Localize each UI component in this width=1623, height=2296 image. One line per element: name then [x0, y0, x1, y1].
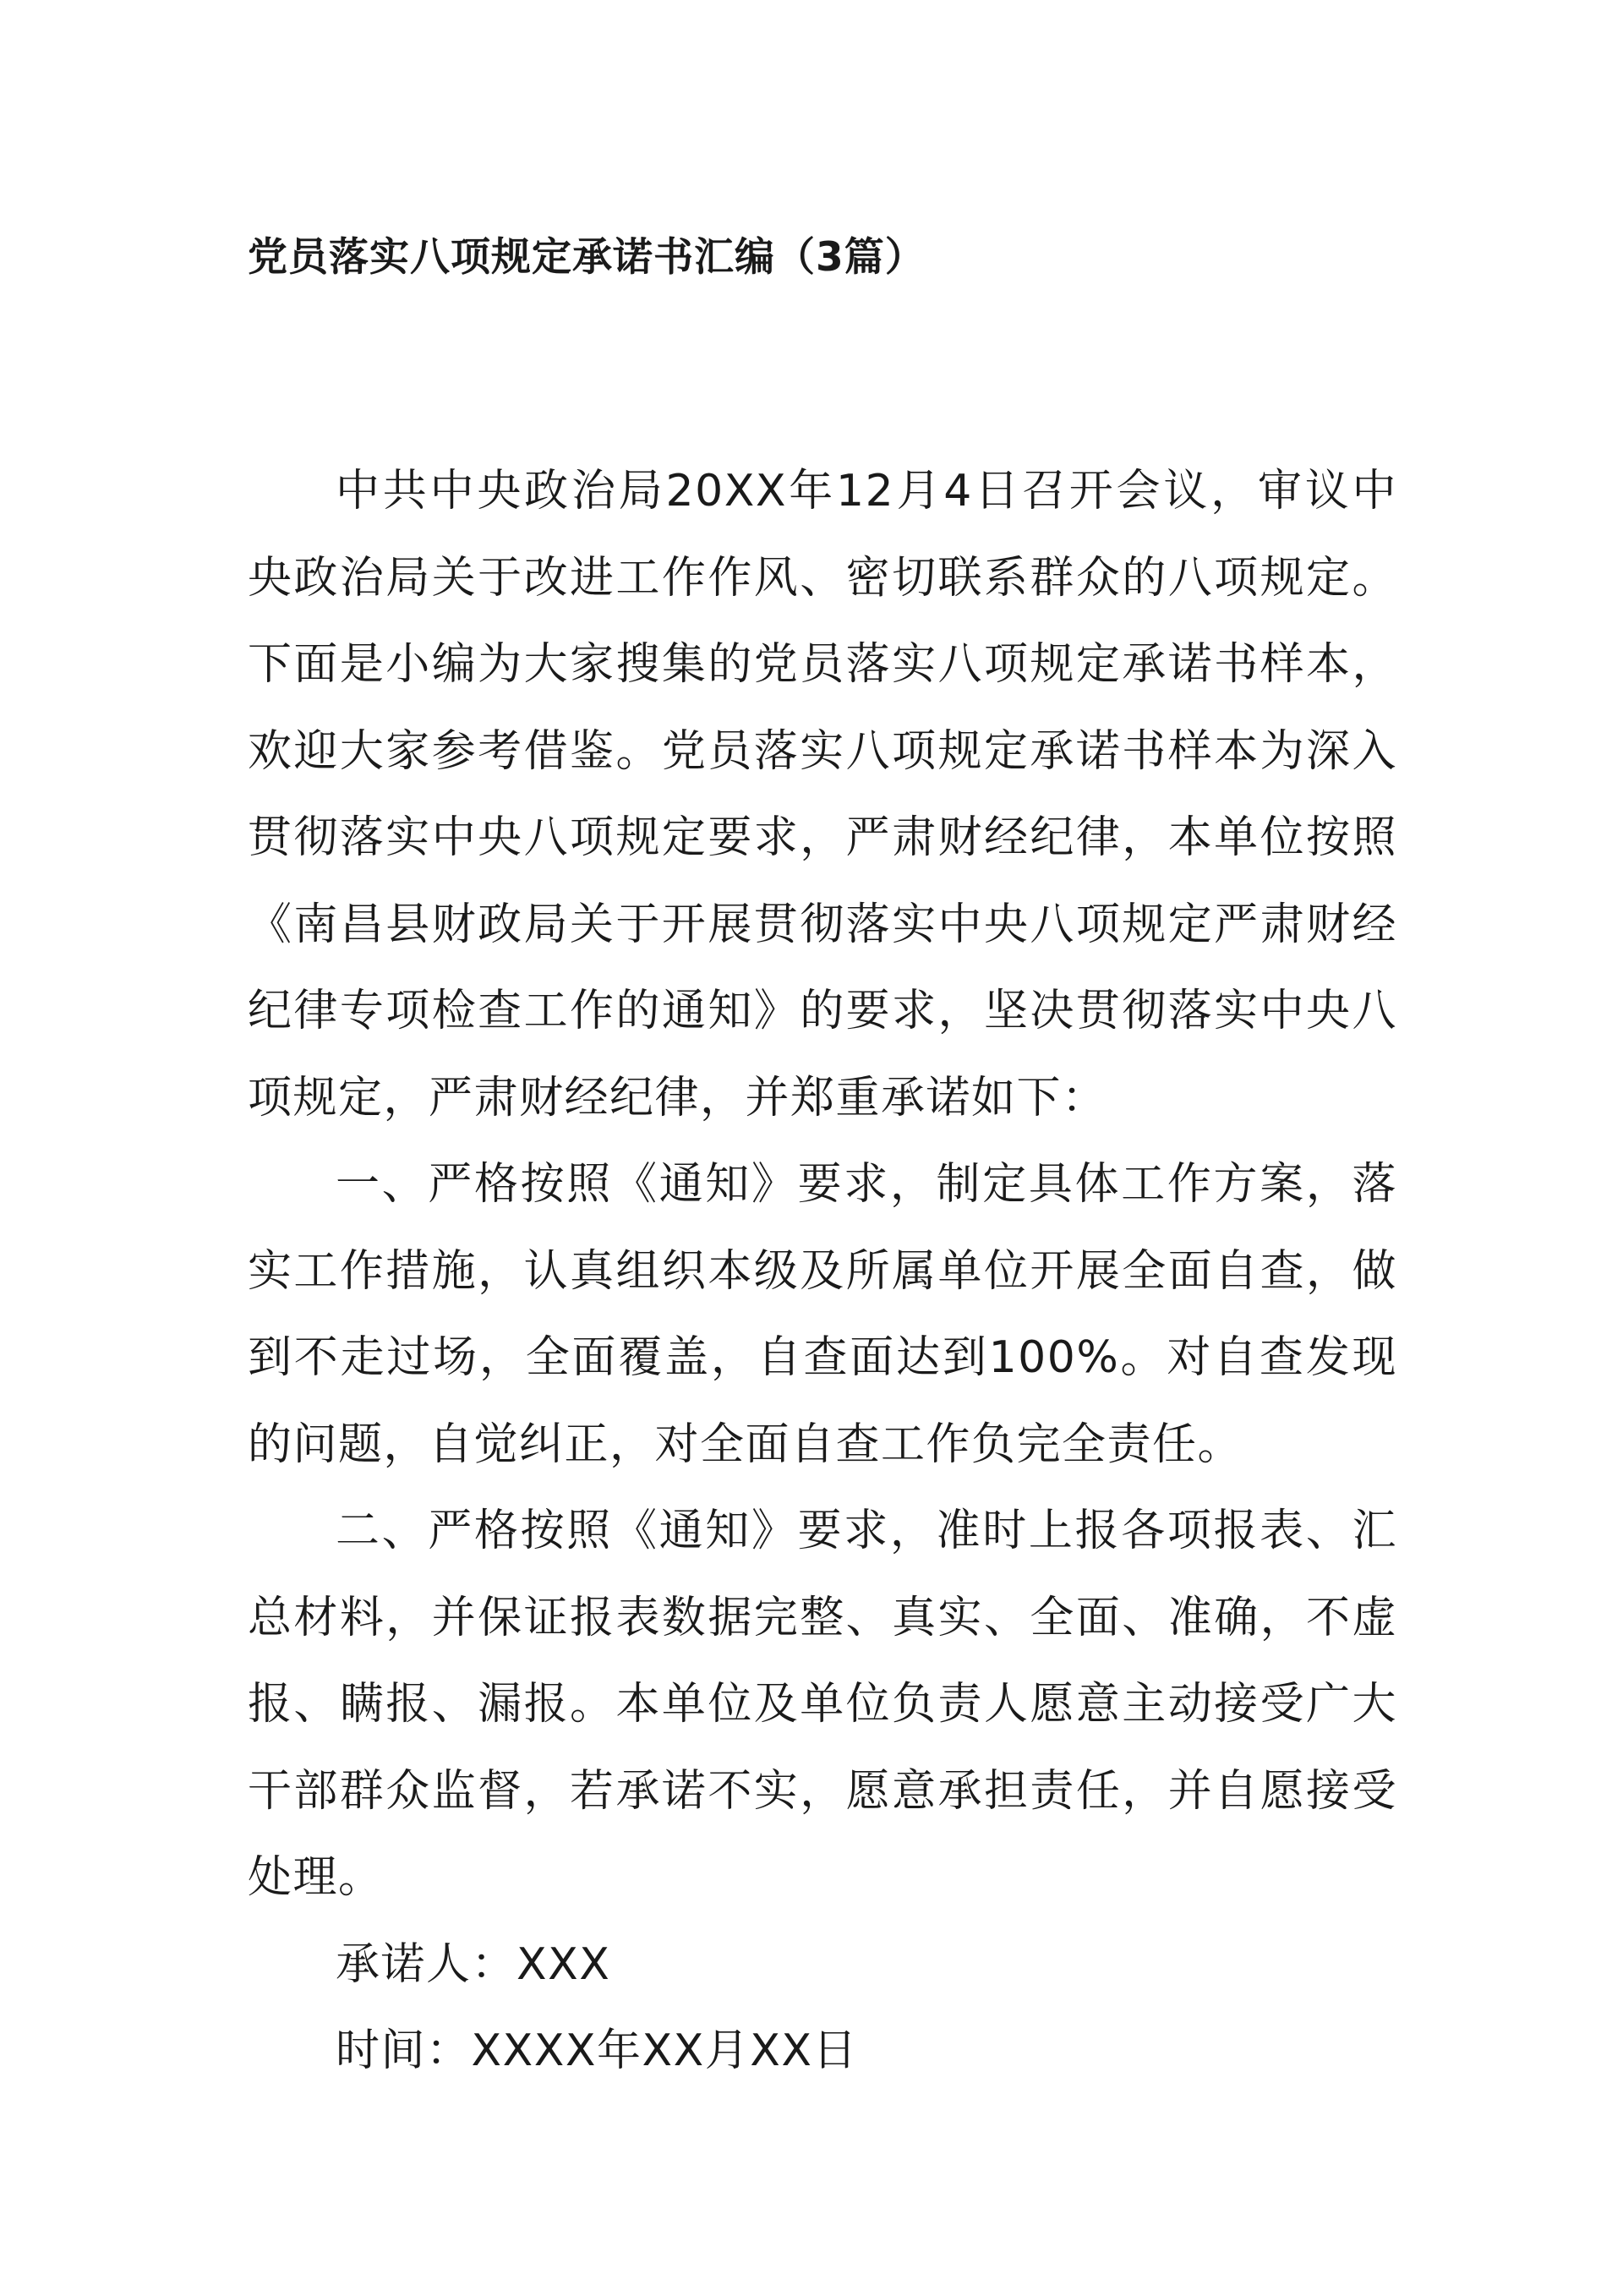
pledge-item-one: 一、严格按照《通知》要求，制定具体工作方案，落实工作措施，认真组织本级及所属单位开展全面自查，做到不走过场，全面覆盖，自查面达到100%。对自查发现的问题，自觉纠正，对全面自查工作负完全责任。 [248, 1159, 1397, 1470]
intro-paragraph: 中共中央政治局20XX年12月4日召开会议，审议中央政治局关于改进工作作风、密切联系群众的八项规定。下面是小编为大家搜集的党员落实八项规定承诺书样本，欢迎大家参考借鉴。党员落实八项规定承诺书样本为深入贯彻落实中央八项规定要求，严肃财经纪律，本单位按照《南昌县财政局关于开展贯彻落实中央八项规定严肃财经纪律专项检查工作的通知》的要求，坚决贯彻落实中央八项规定，严肃财经纪律，并郑重承诺如下： [248, 466, 1397, 1123]
document-body [248, 448, 1397, 2095]
pledge-item-two: 二、严格按照《通知》要求，准时上报各项报表、汇总材料，并保证报表数据完整、真实、全面、准确，不虚报、瞒报、漏报。本单位及单位负责人愿意主动接受广大干部群众监督，若承诺不实，愿意承担责任，并自愿接受处理。 [248, 1506, 1397, 1903]
document-title: 党员落实八项规定承诺书汇编（3篇） [248, 234, 926, 281]
signatory-line: 承诺人：XXX [336, 1938, 611, 1990]
date-line: 时间：XXXX年XX月XX日 [336, 2025, 858, 2076]
